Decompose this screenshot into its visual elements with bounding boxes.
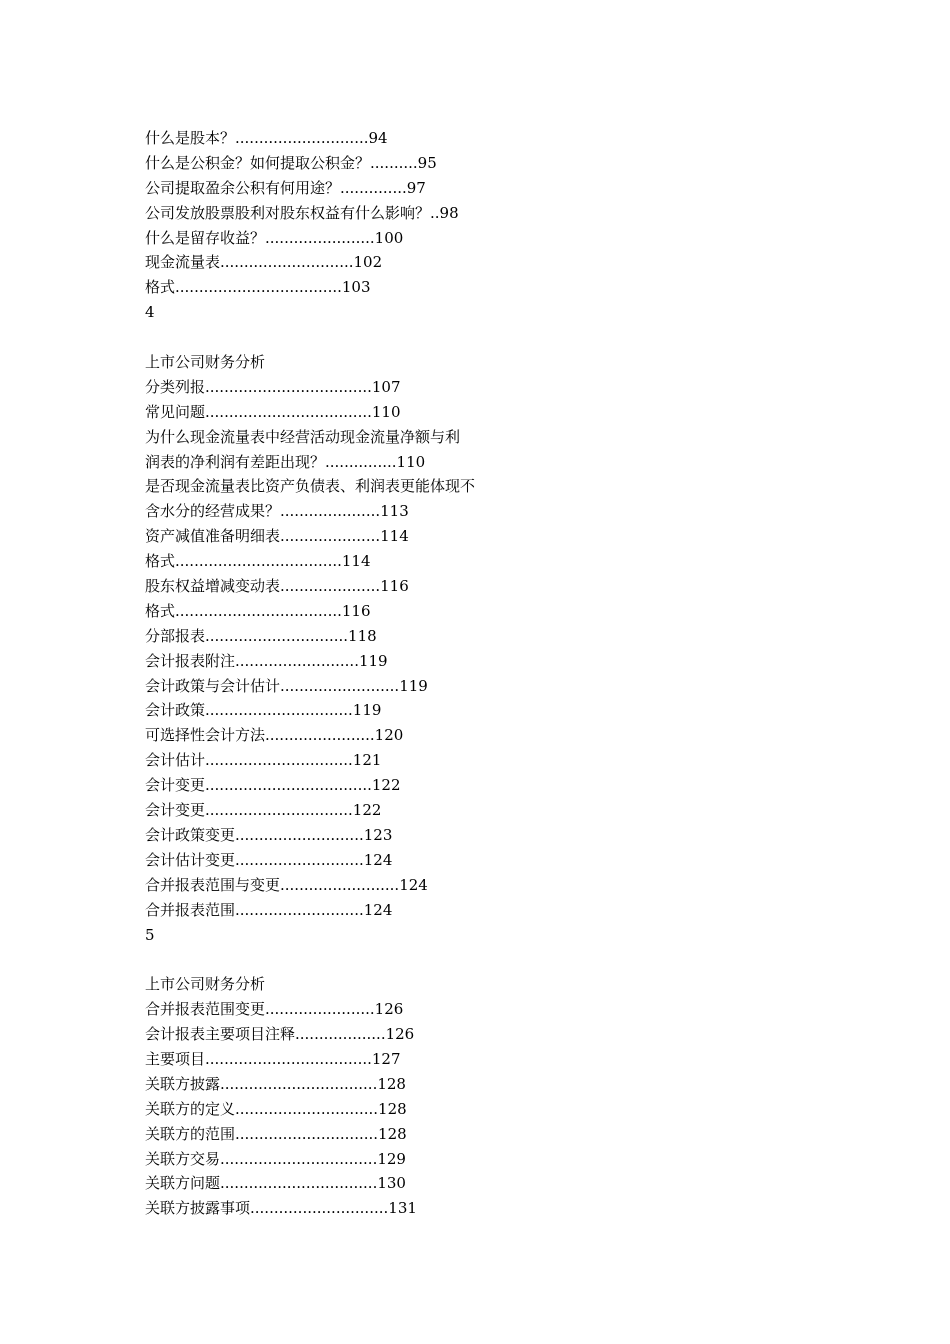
toc-entry: 现金流量表............................102	[145, 253, 383, 272]
toc-entry: 会计估计...............................121	[145, 751, 382, 770]
toc-entry: 关联方的范围..............................128	[145, 1124, 407, 1143]
toc-entry: 格式...................................114	[145, 552, 371, 571]
toc-entry: 会计变更...............................122	[145, 801, 382, 820]
toc-entry: 什么是股本？............................94	[145, 129, 388, 147]
page-number: 4	[145, 303, 155, 322]
toc-entry: 什么是公积金？如何提取公积金？..........95	[145, 153, 437, 172]
toc-entry: 会计政策与会计估计.........................119	[145, 676, 428, 695]
toc-entry: 什么是留存收益？.......................100	[145, 228, 404, 247]
toc-entry: 关联方的定义..............................128	[145, 1099, 407, 1118]
toc-entry: 为什么现金流量表中经营活动现金流量净额与利	[145, 427, 461, 446]
toc-entry: 关联方披露事项.............................131	[145, 1199, 417, 1218]
toc-entry: 会计估计变更...........................124	[145, 850, 393, 869]
toc-entry: 公司发放股票股利对股东权益有什么影响？..98	[145, 203, 459, 222]
toc-entry: 主要项目...................................127	[145, 1049, 401, 1068]
toc-lines	[145, 126, 665, 1221]
blank-line	[145, 325, 665, 350]
blank-line	[145, 947, 665, 972]
toc-entry: 股东权益增减变动表.....................116	[145, 577, 409, 596]
toc-entry: 关联方交易.................................129	[145, 1149, 406, 1168]
toc-entry: 含水分的经营成果？.....................113	[145, 502, 409, 521]
toc-entry: 合并报表范围变更.......................126	[145, 1000, 404, 1019]
toc-entry: 会计政策变更...........................123	[145, 825, 393, 844]
toc-entry: 会计政策...............................119	[145, 701, 382, 720]
toc-entry: 会计报表主要项目注释...................126	[145, 1025, 415, 1044]
toc-entry: 会计变更...................................122	[145, 776, 401, 795]
toc-entry: 可选择性会计方法.......................120	[145, 726, 404, 745]
toc-entry: 合并报表范围与变更.........................124	[145, 875, 428, 894]
page-number: 5	[145, 925, 155, 944]
toc-entry: 资产减值准备明细表.....................114	[145, 527, 409, 546]
toc-entry: 公司提取盈余公积有何用途？..............97	[145, 178, 426, 197]
toc-entry: 分部报表..............................118	[145, 626, 377, 645]
toc-entry: 上市公司财务分析	[145, 975, 266, 994]
toc-entry: 常见问题...................................110	[145, 402, 401, 421]
toc-entry: 格式...................................103	[145, 278, 371, 297]
toc-entry: 分类列报...................................107	[145, 377, 401, 396]
toc-entry: 合并报表范围...........................124	[145, 900, 393, 919]
toc-entry: 关联方问题.................................130	[145, 1174, 406, 1193]
toc-entry: 上市公司财务分析	[145, 353, 266, 372]
toc-entry: 格式...................................116	[145, 601, 371, 620]
toc-entry: 润表的净利润有差距出现？...............110	[145, 452, 426, 471]
toc-entry: 是否现金流量表比资产负债表、利润表更能体现不	[145, 477, 476, 496]
toc-entry: 会计报表附注..........................119	[145, 651, 388, 670]
toc-entry: 关联方披露.................................128	[145, 1074, 406, 1093]
